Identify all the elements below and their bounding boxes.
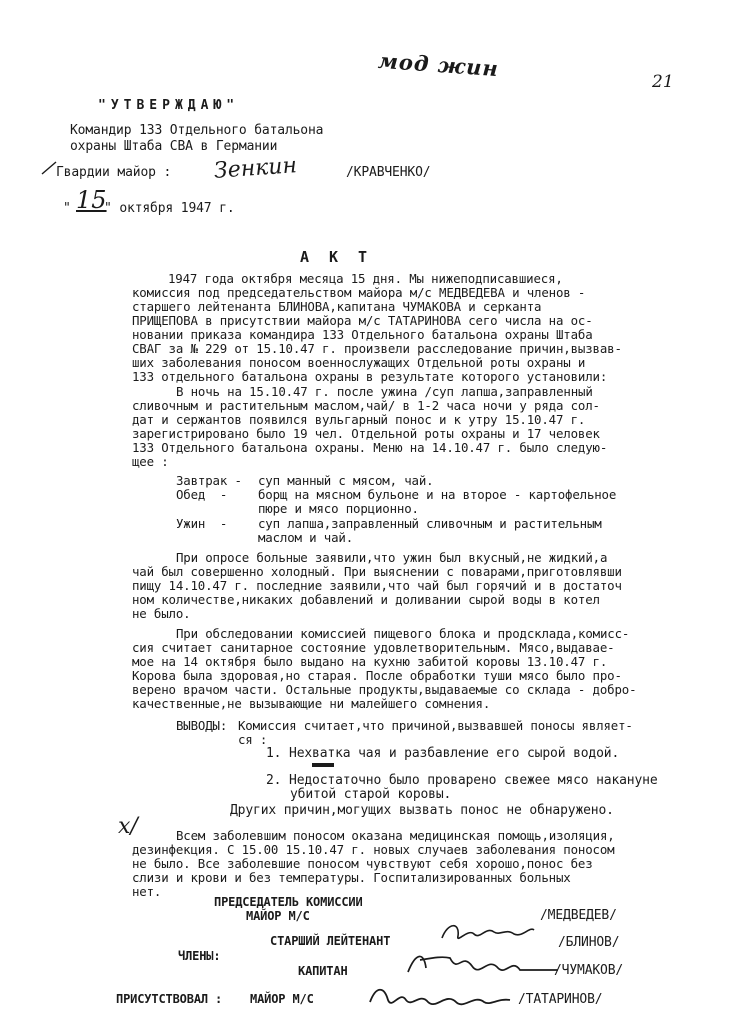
approval-date-prefix: " [63,201,71,216]
corner-handwritten-mark: 21 [652,72,674,92]
approval-date-day: 15 [76,186,107,214]
margin-tick-mark [40,160,60,176]
approval-title: "УТВЕРЖДАЮ" [98,98,240,113]
member2-name: /ЧУМАКОВ/ [554,963,624,978]
body-line: сливочным и растительным маслом,чай/ в 1-2 часа ночи у ряда сол- [132,398,600,413]
body-line: новании приказа командира 133 Отдельного батальона охраны Штаба [132,327,593,342]
body-line: 133 Отдельного батальона охраны. Меню на 14.10.47 г. было следую- [132,440,608,455]
margin-handwritten-mark: x/ [118,814,138,839]
para4-line: слизи и крови и без температуры. Госпитализированных больных [132,870,571,885]
approval-date-suffix: " октября 1947 г. [104,201,235,216]
body-line: дат и сержантов появился вульгарный понос и к утру 15.10.47 г. [132,412,586,427]
member1-rank: СТАРШИЙ ЛЕЙТЕНАНТ [270,934,391,948]
approver-signature: Зенкин [213,153,298,184]
menu-text: борщ на мясном бульоне и на второе - картофельное [258,487,617,502]
redaction-mark [312,763,334,767]
conclusions-intro-cont: ся : [238,732,268,747]
top-handwritten-note: мод жин [377,47,500,82]
present-label: ПРИСУТСТВОВАЛ : [116,992,223,1006]
signature-chumakov [402,944,562,984]
menu-text: суп лапша,заправленный сливочным и растительным [258,516,602,531]
menu-meal-breakfast: Завтрак - [176,473,242,488]
menu-meal-lunch: Обед - [176,487,228,502]
para3-line: сия считает санитарное состояние удовлетворительным. Мясо,выдавае- [132,640,615,655]
body-line: комиссия под председательством майора м/с МЕДВЕДЕВА и членов - [132,285,586,300]
conclusion-item-2: 2. Недостаточно было проварено свежее мясо накануне [266,773,658,788]
signature-tatarinov [366,980,516,1014]
body-line: 1947 года октября месяца 15 дня. Мы нижеподписавшиеся, [168,271,563,286]
member2-rank: КАПИТАН [298,964,348,978]
chair-rank: МАЙОР М/С [246,909,310,923]
body-line: 133 отдельного батальона охраны в результате которого установили: [132,369,608,384]
para3-line: При обследовании комиссией пищевого блока и продсклада,комисс- [176,626,630,641]
para3-line: верено врачом части. Остальные продукты,выдаваемые со склада - добро- [132,682,637,697]
act-title: АКТ [300,248,388,266]
approval-rank: Гвардии майор : [56,165,172,180]
para2-line: При опросе больные заявили,что ужин был вкусный,не жидкий,а [176,550,608,565]
para4-line: Всем заболевшим поносом оказана медицинская помощь,изоляция, [176,828,615,843]
body-line: ших заболевания поносом военнослужащих Отдельной роты охраны и [132,355,586,370]
conclusion-item-1: 1. Нехватка чая и разбавление его сырой водой. [266,746,620,761]
body-line: СВАГ за № 229 от 15.10.47 г. произвели расследование причин,вызвав- [132,341,622,356]
present-rank: МАЙОР М/С [250,992,314,1006]
para4-line: не было. Все заболевшие поносом чувствуют себя хорошо,понос без [132,856,593,871]
menu-text: суп манный с мясом, чай. [258,473,434,488]
para2-line: чай был совершенно холодный. При выяснении с поварами,приготовлявши [132,564,622,579]
conclusions-label: ВЫВОДЫ: [176,718,228,733]
members-label: ЧЛЕНЫ: [178,949,221,963]
para2-line: не было. [132,606,191,621]
conclusions-intro: Комиссия считает,что причиной,вызвавшей поносы являет- [238,718,633,733]
para2-line: ном количестве,никаких добавлений и доливании сырой воды в котел [132,592,600,607]
para2-line: пищу 14.10.47 г. последние заявили,что чай был горячий и в достаточ [132,578,622,593]
para4-line: нет. [132,884,162,899]
para3-line: качественные,не вызывающие ни малейшего сомнения. [132,696,491,711]
body-line: ПРИЩЕПОВА в присутствии майора м/с ТАТАРИНОВА сего числа на ос- [132,313,593,328]
body-line: В ночь на 15.10.47 г. после ужина /суп лапша,заправленный [176,384,593,399]
approval-name: /КРАВЧЕНКО/ [346,165,431,180]
menu-meal-dinner: Ужин - [176,516,228,531]
body-line: зарегистрировано было 19 чел. Отдельной роты охраны и 17 человек [132,426,600,441]
body-line: старшего лейтенанта БЛИНОВА,капитана ЧУМАКОВА и серканта [132,299,542,314]
approval-line-2: охраны Штаба СВА в Германии [70,139,278,154]
para4-line: дезинфекция. С 15.00 15.10.47 г. новых случаев заболевания поносом [132,842,615,857]
conclusion-other: Других причин,могущих вызвать понос не обнаружено. [230,803,614,818]
para3-line: Корова была здоровая,но старая. После обработки туши мясо было про- [132,668,622,683]
menu-text: маслом и чай. [258,530,354,545]
chair-title: ПРЕДСЕДАТЕЛЬ КОМИССИИ [214,895,363,909]
para3-line: мое на 14 октября было выдано на кухню забитой коровы 13.10.47 г. [132,654,608,669]
chair-name: /МЕДВЕДЕВ/ [540,908,617,923]
conclusion-item-2-cont: убитой старой коровы. [290,787,452,802]
approval-line-1: Командир 133 Отдельного батальона [70,123,324,138]
present-name: /ТАТАРИНОВ/ [518,992,603,1007]
menu-text: пюре и мясо порционно. [258,501,419,516]
member1-name: /БЛИНОВ/ [558,935,620,950]
body-line: щее : [132,454,169,469]
